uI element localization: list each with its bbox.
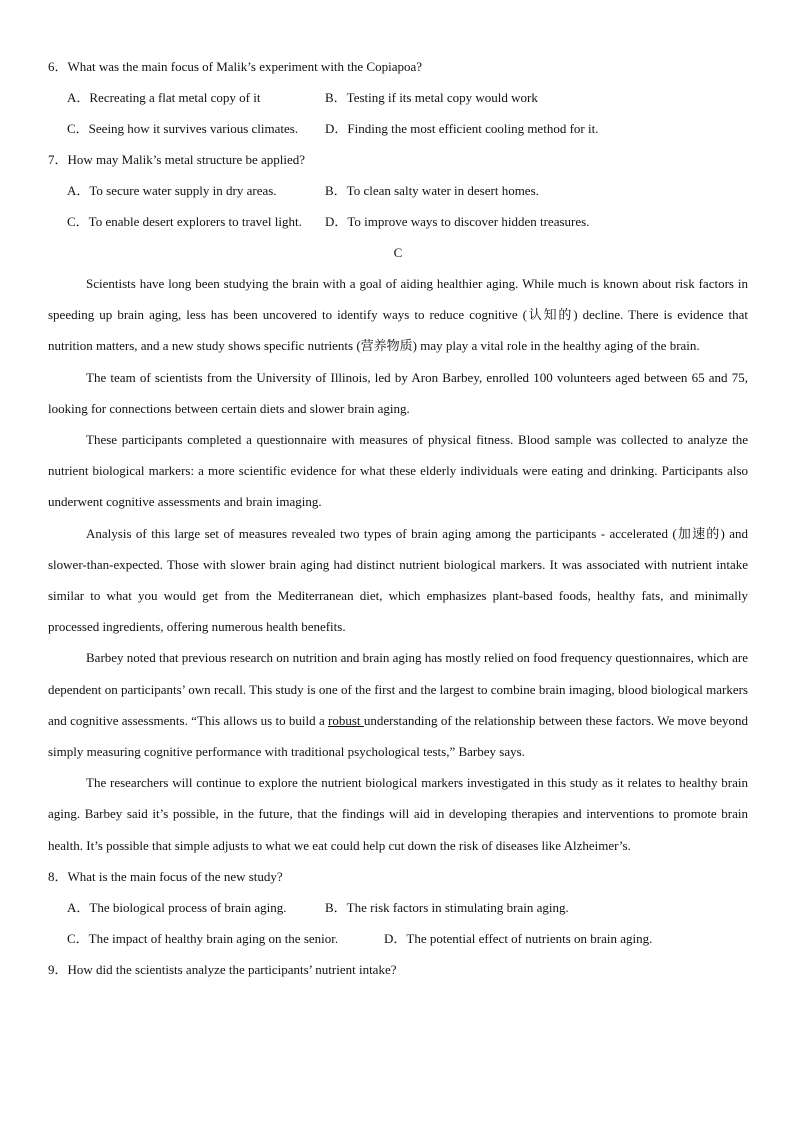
q7-option-b: B．To clean salty water in desert homes. bbox=[325, 183, 539, 198]
question-6: 6．What was the main focus of Malik’s experiment with the Copiapoa? bbox=[48, 59, 423, 74]
q8-option-d: D．The potential effect of nutrients on brain aging. bbox=[384, 930, 653, 946]
passage-paragraph-4: Analysis of this large set of measures revealed two types of brain aging among the participants - accelerated (加速的) and slower-than-expected. Those with slower brain aging had distinct nutrient biological markers. It was associated with nutrient intake similar to what you would get from the Mediterranean diet, which emphasizes plant-based foods, healthy fats, and minimally processed ingredients, offering numerous health benefits. bbox=[48, 525, 748, 635]
q6-option-d: D．Finding the most efficient cooling method for it. bbox=[325, 121, 599, 136]
passage-paragraph-5 bbox=[48, 642, 748, 767]
question-6-options-row-2 bbox=[48, 113, 748, 144]
q8-option-b: B．The risk factors in stimulating brain aging. bbox=[325, 899, 569, 915]
passage-paragraph-6: The researchers will continue to explore the nutrient biological markers investigated in this study as it relates to healthy brain aging. Barbey said it’s possible, in the future, that the findings will aid in developing therapies and interventions to promote brain health. It’s possible that simple adjusts to what we eat could help cut down the risk of diseases like Alzheimer’s. bbox=[48, 775, 748, 853]
exam-page bbox=[48, 51, 748, 985]
q7-option-c: C．To enable desert explorers to travel light. bbox=[67, 214, 302, 229]
question-7-options-row-1 bbox=[48, 175, 748, 206]
q8-option-c: C．The impact of healthy brain aging on the senior. bbox=[67, 930, 339, 946]
question-8-options-row-1 bbox=[48, 892, 748, 923]
passage-paragraph-1: Scientists have long been studying the brain with a goal of aiding healthier aging. While much is known about risk factors in speeding up brain aging, less has been uncovered to identify ways to reduce cognitive (认知的) decline. There is evidence that nutrition matters, and a new study shows specific nutrients (营养物质) may play a vital role in the healthy aging of the brain. bbox=[48, 276, 748, 354]
q8-option-a: A．The biological process of brain aging. bbox=[67, 899, 287, 915]
q7-option-d: D．To improve ways to discover hidden treasures. bbox=[325, 214, 590, 229]
underlined-word-robust: robust bbox=[328, 712, 364, 728]
paragraph-5-text-end: understanding of the relationship between these factors. We move beyond simply measuring cognitive performance with traditional psychological tests,” Barbey says. bbox=[48, 712, 749, 760]
q6-option-a: A．Recreating a flat metal copy of it bbox=[67, 90, 261, 105]
passage-paragraph-3: These participants completed a questionnaire with measures of physical fitness. Blood sample was collected to analyze the nutrient biological markers: a more scientific evidence for what these elderly individuals were eating and drinking. Participants also underwent cognitive assessments and brain imaging. bbox=[48, 432, 748, 510]
question-9: 9．How did the scientists analyze the participants’ nutrient intake? bbox=[48, 961, 397, 977]
question-7: 7．How may Malik’s metal structure be applied? bbox=[48, 152, 306, 167]
passage-paragraph-2: The team of scientists from the University of Illinois, led by Aron Barbey, enrolled 100 volunteers aged between 65 and 75, looking for connections between certain diets and slower brain aging. bbox=[48, 369, 748, 416]
question-7-options-row-2 bbox=[48, 206, 748, 237]
q6-option-b: B．Testing if its metal copy would work bbox=[325, 90, 538, 105]
paragraph-5-text-start: Barbey noted that previous research on nutrition and brain aging has mostly relied on food frequency questionnaires, which are dependent on participants’ own recall. This study is one of the first and the largest to combine brain imaging, blood biological markers and cognitive assessments. “This allows us to build a bbox=[48, 650, 748, 728]
q7-option-a: A．To secure water supply in dry areas. bbox=[67, 183, 277, 198]
q6-option-c: C．Seeing how it survives various climates. bbox=[67, 121, 299, 136]
question-8: 8．What is the main focus of the new study? bbox=[48, 868, 283, 884]
question-6-options-row-1 bbox=[48, 82, 748, 113]
question-8-options-row-2 bbox=[48, 923, 748, 954]
section-title: C bbox=[393, 245, 403, 260]
